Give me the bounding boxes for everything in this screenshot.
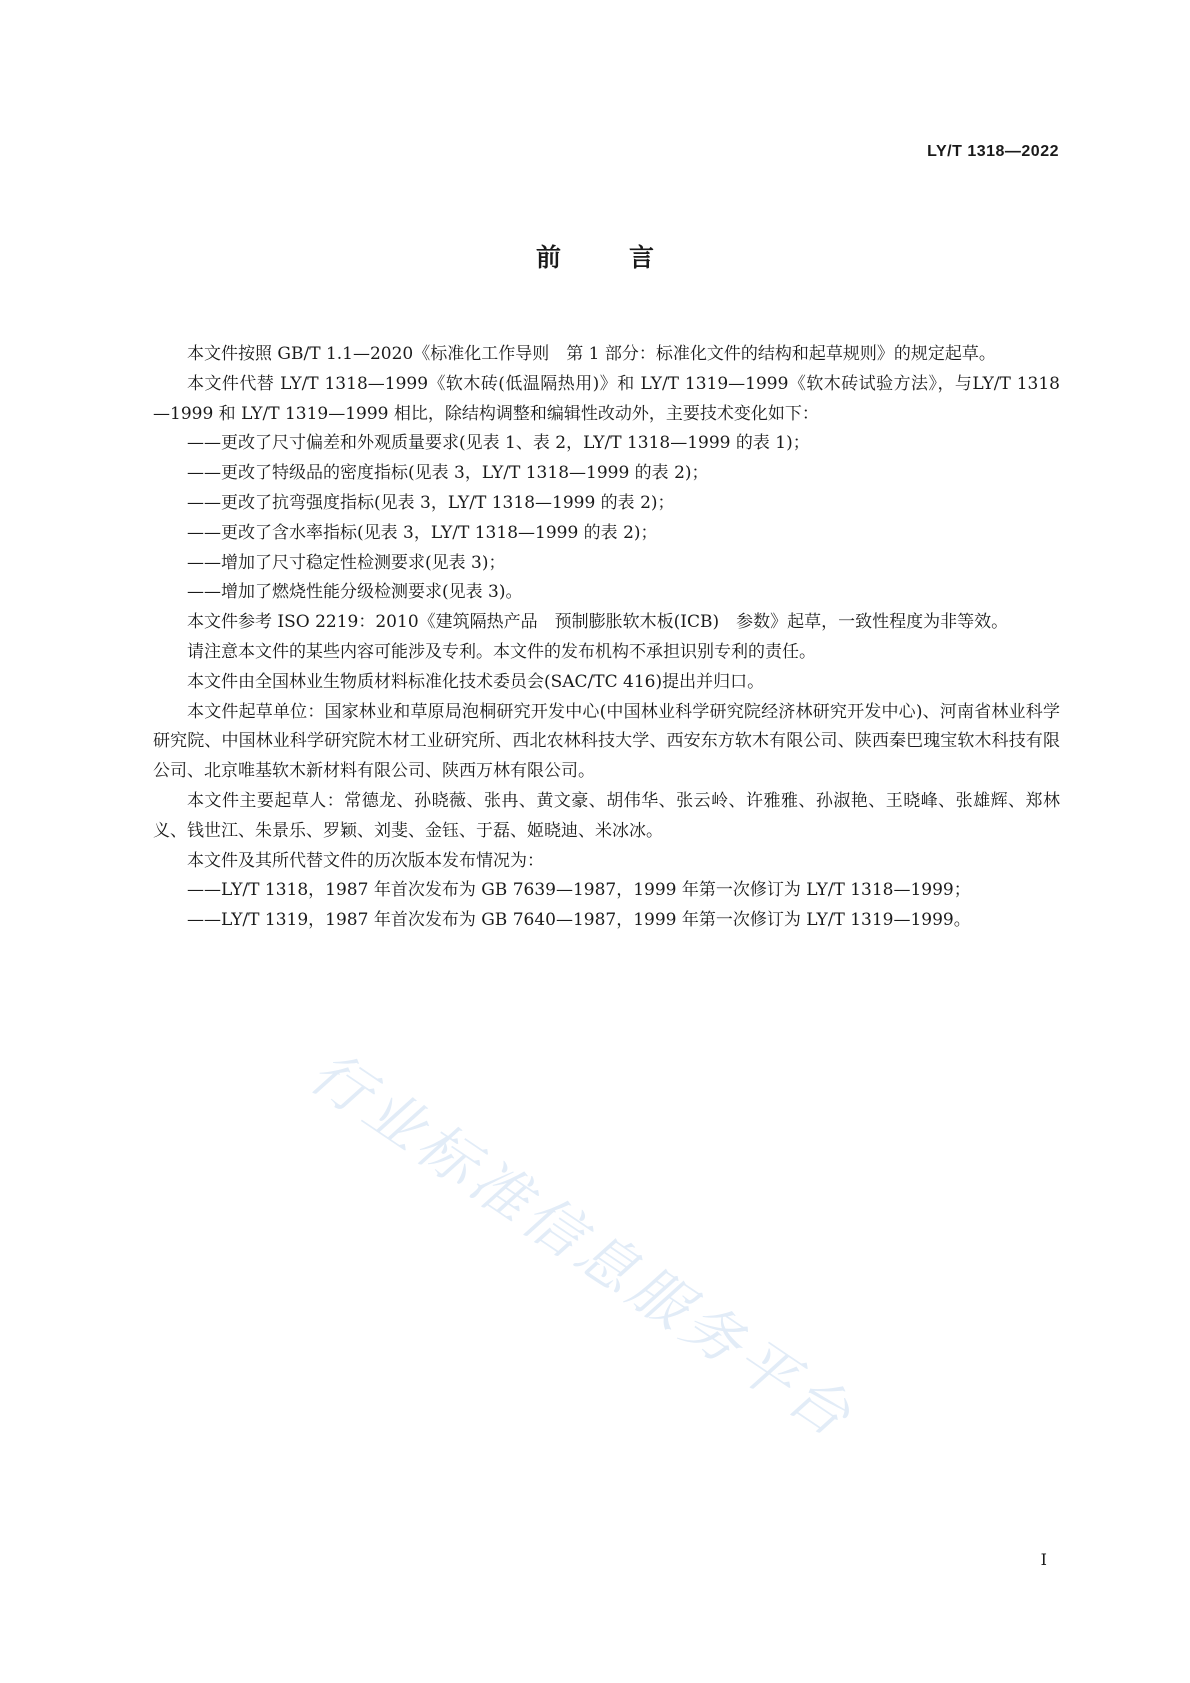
paragraph-patent: 请注意本文件的某些内容可能涉及专利。本文件的发布机构不承担识别专利的责任。 <box>187 641 816 662</box>
watermark: 行业标准信息服务平台 <box>298 1037 867 1453</box>
paragraph-drafting-rule: 本文件按照 GB/T 1.1—2020《标准化工作导则 第 1 部分：标准化文件的结构和起草规则》的规定起草。 <box>187 344 996 364</box>
page-number: I <box>1040 1550 1047 1569</box>
history-item: ——LY/T 1318，1987 年首次发布为 GB 7639—1987，1999 年第一次修订为 LY/T 1318—1999； <box>187 880 971 901</box>
paragraph-drafting-units: 本文件起草单位：国家林业和草原局泡桐研究开发中心(中国林业科学研究院经济林研究开发中心)、河南省林业科学研究院、中国林业科学研究院木材工业研究所、西北农林科技大学、西安东方软木有限公司、陕西秦巴瑰宝软木科技有限公司、北京唯基软木新材料有限公司、陕西万林有限公司。 <box>153 701 1060 782</box>
paragraph-replacement: 本文件代替 LY/T 1318—1999《软木砖(低温隔热用)》和 LY/T 1319—1999《软木砖试验方法》，与LY/T 1318—1999 和 LY/T 1319—1999 相比，除结构调整和编辑性改动外，主要技术变化如下： <box>153 373 1060 424</box>
foreword-body <box>153 340 1060 936</box>
page-title: 前言 <box>535 243 722 272</box>
change-item: ——更改了抗弯强度指标(见表 3，LY/T 1318—1999 的表 2)； <box>187 492 675 513</box>
change-item: ——更改了含水率指标(见表 3，LY/T 1318—1999 的表 2)； <box>187 522 658 543</box>
paragraph-history: 本文件及其所代替文件的历次版本发布情况为： <box>187 850 544 871</box>
change-item: ——增加了燃烧性能分级检测要求(见表 3)。 <box>187 582 523 603</box>
change-item: ——更改了尺寸偏差和外观质量要求(见表 1、表 2，LY/T 1318—1999 的表 1)； <box>187 433 810 454</box>
change-item: ——更改了特级品的密度指标(见表 3，LY/T 1318—1999 的表 2)； <box>187 463 709 484</box>
paragraph-committee: 本文件由全国林业生物质材料标准化技术委员会(SAC/TC 416)提出并归口。 <box>187 671 765 692</box>
history-item: ——LY/T 1319，1987 年首次发布为 GB 7640—1987，1999 年第一次修订为 LY/T 1319—1999。 <box>187 910 971 931</box>
change-item: ——增加了尺寸稳定性检测要求(见表 3)； <box>187 552 506 573</box>
paragraph-drafters: 本文件主要起草人：常德龙、孙晓薇、张冉、黄文豪、胡伟华、张云岭、许雅雅、孙淑艳、王晓峰、张雄辉、郑林义、钱世江、朱景乐、罗颖、刘斐、金钰、于磊、姬晓迪、米冰冰。 <box>153 790 1060 841</box>
standard-id: LY/T 1318—2022 <box>927 143 1059 160</box>
paragraph-reference: 本文件参考 ISO 2219：2010《建筑隔热产品 预制膨胀软木板(ICB) 参数》起草，一致性程度为非等效。 <box>187 612 1009 633</box>
